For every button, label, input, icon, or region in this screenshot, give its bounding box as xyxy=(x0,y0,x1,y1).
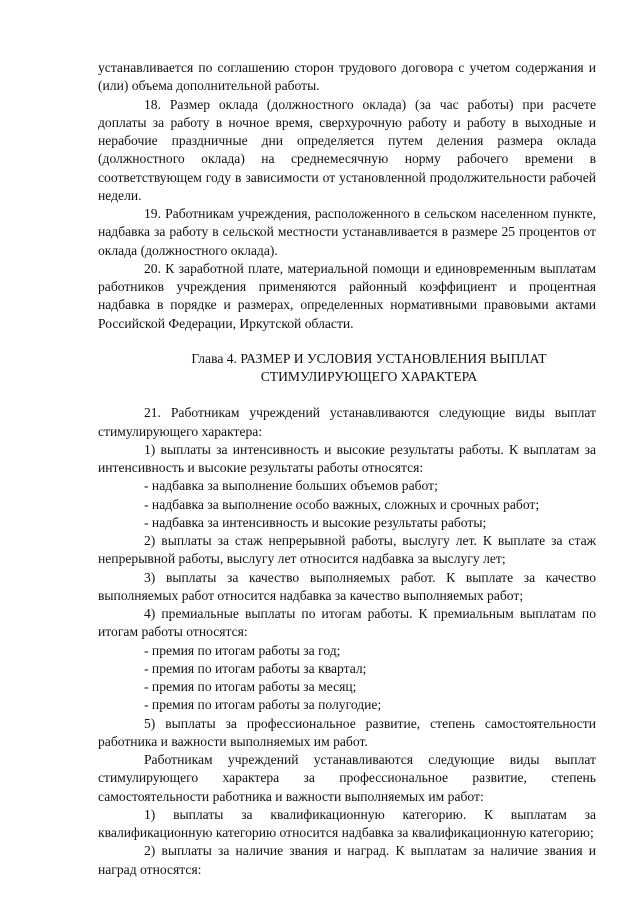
paragraph: 2) выплаты за стаж непрерывной работы, выслугу лет. К выплате за стаж непрерывной работы, выслугу лет относится надбавка за выслугу лет; xyxy=(98,533,596,567)
paragraph: Работникам учреждений устанавливаются следующие виды выплат стимулирующего характера за профессиональное развитие, степень самостоятельности работника и важности выполняемых им работ: xyxy=(98,752,596,804)
paragraphs-before-chapter xyxy=(98,59,596,333)
paragraph: - премия по итогам работы за месяц; xyxy=(144,679,357,694)
chapter-heading xyxy=(98,350,596,387)
paragraph: - надбавка за выполнение больших объемов работ; xyxy=(144,478,438,494)
paragraph: 18. Размер оклада (должностного оклада) (за час работы) при расчете доплаты за работу в ночное время, сверхурочную работу и работу в выходные и нерабочие праздничные дни определяется путем деления размера оклада (должностного оклада) на среднемесячную норму рабочего времени в соответствующем году в зависимости от установленной продолжительности рабочей недели. xyxy=(98,96,596,203)
paragraph: - надбавка за выполнение особо важных, сложных и срочных работ; xyxy=(144,496,540,512)
chapter-heading-line-1: Глава 4. РАЗМЕР И УСЛОВИЯ УСТАНОВЛЕНИЯ ВЫПЛАТ xyxy=(191,350,547,366)
paragraph: 21. Работникам учреждений устанавливаются следующие виды выплат стимулирующего характера: xyxy=(98,405,596,439)
paragraph: 19. Работникам учреждения, расположенного в сельском населенном пункте, надбавка за работу в сельской местности устанавливается в размере 25 процентов от оклада (должностного оклада). xyxy=(98,206,596,258)
spacer xyxy=(98,333,596,350)
paragraph: 20. К заработной плате, материальной помощи и единовременным выплатам работников учреждения применяются районный коэффициент и процентная надбавка в порядке и размерах, определенных нормативными правовыми актами Российской Федерации, Иркутской области. xyxy=(98,260,596,331)
paragraph: 5) выплаты за профессиональное развитие, степень самостоятельности работника и важности выполняемых им работ. xyxy=(98,715,596,749)
paragraph: 4) премиальные выплаты по итогам работы. К премиальным выплатам по итогам работы относятся: xyxy=(98,606,596,640)
paragraph: 2) выплаты за наличие звания и наград. К выплатам за наличие звания и наград относятся: xyxy=(98,843,596,877)
spacer xyxy=(98,386,596,404)
paragraph: 3) выплаты за качество выполняемых работ. К выплате за качество выполняемых работ относится надбавка за качество выполняемых работ; xyxy=(98,569,596,603)
paragraph: 1) выплаты за интенсивность и высокие результаты работы. К выплатам за интенсивность и высокие результаты работы относятся: xyxy=(98,441,596,475)
paragraph: - премия по итогам работы за квартал; xyxy=(144,660,367,676)
paragraph: - премия по итогам работы за год; xyxy=(144,642,341,658)
paragraph: - надбавка за интенсивность и высокие результаты работы; xyxy=(144,514,487,530)
chapter-heading-line-2: СТИМУЛИРУЮЩЕГО ХАРАКТЕРА xyxy=(260,369,478,384)
paragraphs-after-chapter xyxy=(98,404,596,879)
paragraph: - премия по итогам работы за полугодие; xyxy=(144,697,382,713)
document-page xyxy=(98,59,596,879)
paragraph: 1) выплаты за квалификационную категорию. К выплатам за квалификационную категорию относится надбавка за квалификационную категорию; xyxy=(98,806,596,840)
paragraph: устанавливается по соглашению сторон трудового договора с учетом содержания и (или) объема дополнительной работы. xyxy=(98,60,596,94)
